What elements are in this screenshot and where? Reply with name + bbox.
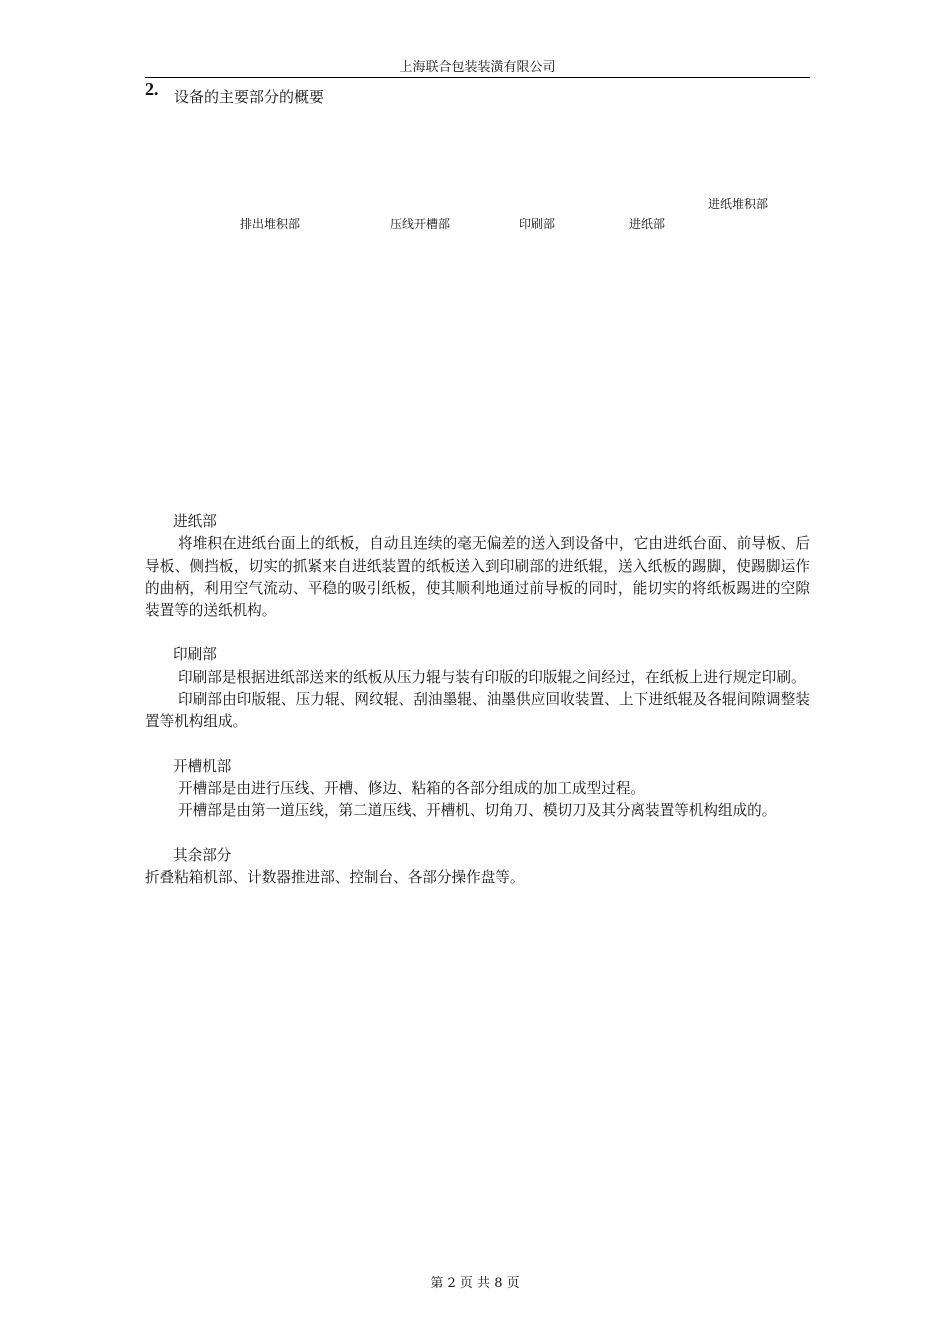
printing-paragraph-1: 印刷部是根据进纸部送来的纸板从压力辊与装有印版的印版辊之间经过，在纸板上进行规定印刷。 — [178, 668, 806, 686]
feeding-title: 进纸部 — [173, 513, 217, 530]
slotting-title: 开槽机部 — [173, 757, 232, 775]
label-feeding: 进纸部 — [629, 217, 666, 231]
others-paragraph: 折叠粘箱机部、计数器推进部、控制台、各部分操作盘等。 — [145, 868, 525, 886]
printing-title: 印刷部 — [173, 646, 217, 664]
slotting-paragraph-1: 开槽部是由进行压线、开槽、修边、粘箱的各部分组成的加工成型过程。 — [178, 779, 646, 797]
label-discharge: 排出堆积部 — [240, 217, 301, 231]
label-creasing: 压线开槽部 — [390, 217, 451, 231]
slotting-paragraph-2: 开槽部是由第一道压线，第二道压线、开槽机、切角刀、模切刀及其分离装置等机构组成的。 — [178, 802, 777, 820]
section-title: 设备的主要部分的概要 — [174, 88, 325, 106]
label-feed-stacking: 进纸堆积部 — [708, 197, 769, 211]
body-content — [145, 511, 810, 889]
others-title: 其余部分 — [173, 846, 232, 864]
label-printing: 印刷部 — [519, 217, 556, 231]
section-number: 2. — [145, 79, 159, 99]
page-footer: 第 2 页 共 8 页 — [430, 1276, 520, 1291]
printing-paragraph-2: 印刷部由印版辊、压力辊、网纹辊、刮油墨辊、油墨供应回收装置、上下进纸辊及各辊间隙调整装置等机构组成。 — [145, 691, 810, 731]
feeding-paragraph: 将堆积在进纸台面上的纸板，自动且连续的毫无偏差的送入到设备中，它由进纸台面、前导板、后导板、侧挡板，切实的抓紧来自进纸装置的纸板送入到印刷部的进纸辊，送入纸板的踢脚，使踢脚运作的曲柄，利用空气流动、平稳的吸引纸板，使其顺利地通过前导板的同时，能切实的将纸板踢进的空隙装置等的送纸机构。 — [145, 535, 810, 620]
page-header — [145, 60, 810, 78]
company-name: 上海联合包装装潢有限公司 — [399, 60, 556, 75]
